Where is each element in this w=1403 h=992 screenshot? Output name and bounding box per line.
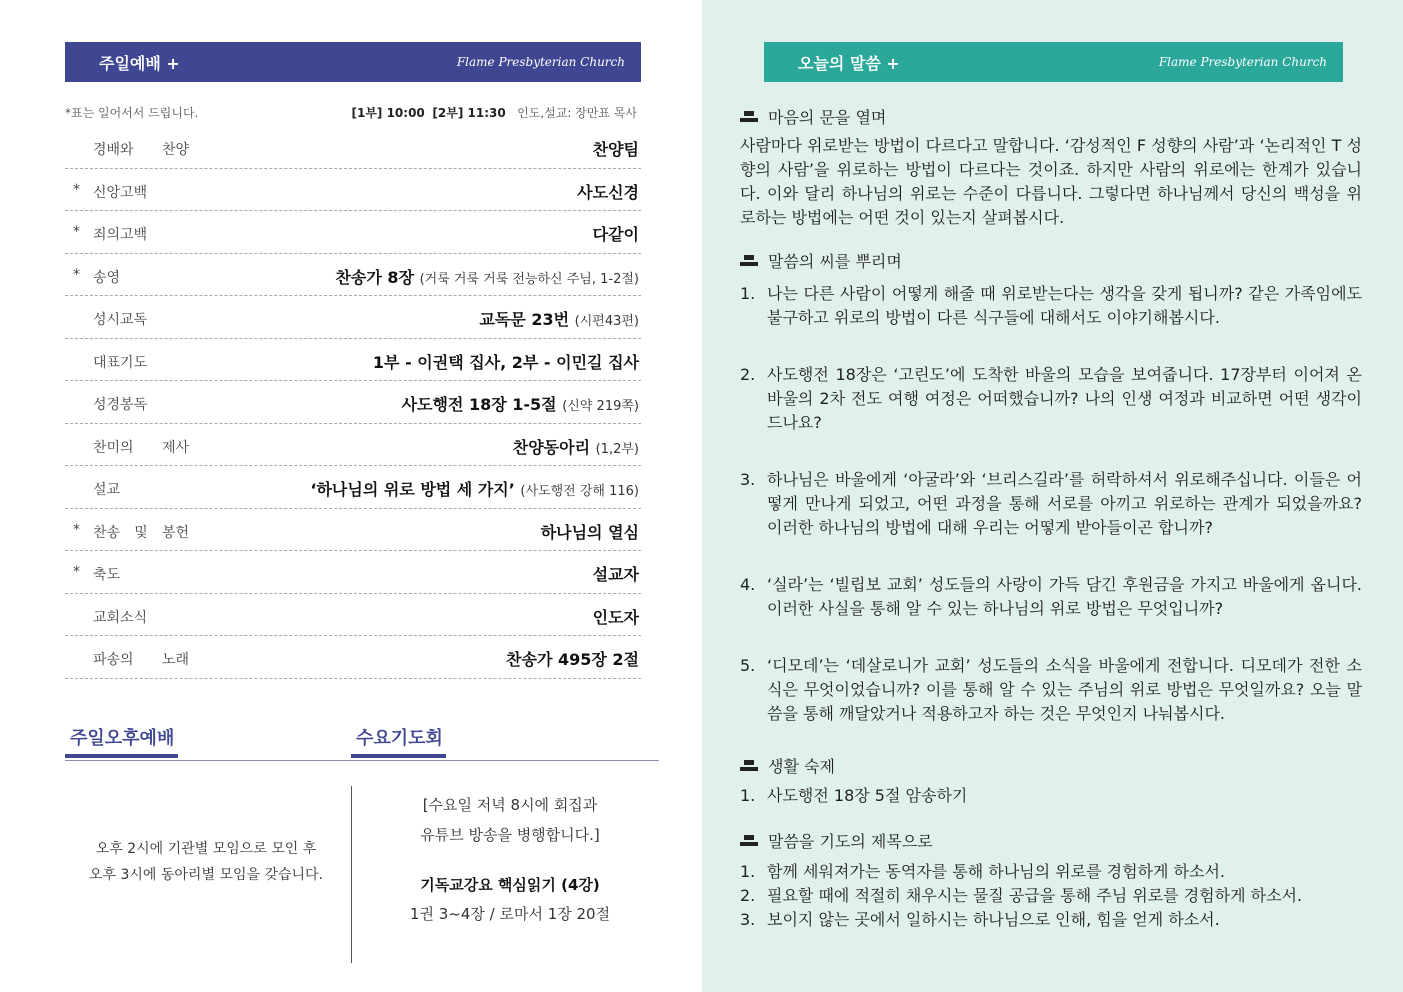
wednesday-line-1: [수요일 저녁 8시에 회집과 — [422, 796, 598, 814]
standing-mark: * — [73, 224, 80, 240]
order-item-name: 죄의고백 — [93, 227, 148, 243]
list-item — [740, 908, 1362, 932]
order-item-value — [541, 520, 639, 543]
standing-mark: * — [73, 564, 80, 580]
item-number: 1. — [740, 284, 756, 303]
list-item — [740, 860, 1362, 884]
order-item-name: 신앙고백 — [93, 184, 148, 201]
item-number: 4. — [740, 575, 756, 594]
order-item-name: 경배와 찬양 — [93, 142, 189, 158]
item-text: 필요할 때에 적절히 채우시는 물질 공급을 통해 주님 위로를 경험하게 하소서. — [767, 886, 1303, 905]
order-item-main: 인도자 — [592, 607, 639, 627]
afternoon-line-1: 오후 2시에 기관별 모임으로 모인 후 — [95, 841, 317, 857]
order-item-main: 찬양동아리 — [512, 437, 591, 457]
order-row — [65, 339, 641, 382]
order-row — [65, 466, 641, 509]
section-title: 말씀을 기도의 제목으로 — [768, 832, 933, 851]
standing-mark: * — [73, 521, 80, 538]
service-times — [351, 104, 637, 121]
sub-section-headers — [65, 720, 659, 761]
order-item-detail: (1,2부) — [595, 441, 639, 457]
wednesday-prayer-label: 수요기도회 — [356, 728, 443, 749]
order-item-main: ‘하나님의 위로 방법 세 가지’ — [310, 480, 515, 499]
item-number: 3. — [740, 470, 756, 489]
section-title: 마음의 문을 열며 — [768, 108, 887, 127]
item-number: 1. — [740, 786, 756, 805]
order-item-value — [577, 180, 639, 203]
worship-header-title: 주일예배 + — [99, 53, 180, 73]
order-item-name: 교회소식 — [93, 609, 148, 626]
item-text: 보이지 않는 곳에서 일하시는 하나님으로 인해, 힘을 얻게 하소서. — [767, 910, 1220, 929]
order-item-value — [593, 562, 639, 585]
list-item — [740, 282, 1362, 330]
intro-paragraph: 사람마다 위로받는 방법이 다르다고 말합니다. ‘감성적인 F 성향의 사람’과 ‘논리적인 T 성향의 사람’을 위로하는 방법이 다르다는 것이죠. 하지만 사람의 위로에는 한계가 있습니다. 이와 달리 하나님의 위로는 수준이 다릅니다. 그렇다면 하나님께서 당신의 백성을 위로하는 방법에는 어떤 것이 있는지 살펴봅시다. — [740, 136, 1362, 227]
order-item-main: 찬송가 495장 2절 — [506, 650, 639, 669]
item-text: 하나님은 바울에게 ‘아굴라’와 ‘브리스길라’를 허락하셔서 위로해주십니다. 이들은 어떻게 만나게 되었고, 어떤 과정을 통해 서로를 아끼고 위로하는 관계가 되었을까요? 이러한 하나님의 방법에 대해 우리는 어떻게 받아들이곤 합니까? — [767, 470, 1362, 537]
list-item — [740, 363, 1362, 435]
order-item-main: 사도신경 — [577, 182, 639, 202]
list-item — [740, 884, 1362, 908]
order-row — [65, 126, 641, 169]
order-item-name: 성시교독 — [93, 312, 148, 328]
order-item-name: 파송의 노래 — [93, 652, 189, 668]
wednesday-study-passage: 1권 3~4장 / 로마서 1장 20절 — [409, 905, 611, 923]
order-item-detail: (거룩 거룩 거룩 전능하신 주님, 1-2절) — [419, 271, 639, 287]
order-item-main: 찬송가 8장 — [335, 267, 414, 287]
standing-note: *표는 일어서서 드립니다. — [65, 106, 199, 120]
stack-icon — [740, 111, 758, 123]
item-number: 5. — [740, 656, 756, 675]
order-item-value — [310, 477, 639, 500]
order-row — [65, 169, 641, 212]
church-name: Flame Presbyterian Church — [456, 55, 625, 69]
item-text: 사도행전 18장 5절 암송하기 — [767, 786, 968, 805]
order-row — [65, 509, 641, 552]
order-row — [65, 424, 641, 467]
wednesday-prayer-heading — [356, 724, 443, 750]
order-item-value — [373, 350, 639, 373]
order-item-detail: (시편43편) — [574, 314, 639, 329]
section-title: 말씀의 씨를 뿌리며 — [768, 252, 902, 271]
order-item-detail: (신약 219쪽) — [562, 399, 639, 414]
list-item — [740, 573, 1362, 621]
section-heading-open-heart — [740, 105, 886, 128]
order-item-main: 다같이 — [592, 225, 639, 244]
stack-icon — [740, 835, 758, 847]
item-number: 2. — [740, 886, 756, 905]
afternoon-service-heading — [70, 724, 174, 750]
order-item-value — [593, 222, 639, 245]
order-item-main: 교독문 23번 — [479, 310, 570, 329]
sermon-header-title: 오늘의 말씀 + — [798, 53, 900, 73]
wednesday-line-2: 유튜브 방송을 병행합니다.] — [420, 826, 600, 844]
order-item-main: 설교자 — [592, 565, 639, 584]
service-leader: 인도,설교: 장만표 목사 — [517, 106, 637, 120]
item-text: 함께 세워져가는 동역자를 통해 하나님의 위로를 경험하게 하소서. — [767, 862, 1226, 881]
afternoon-service-label: 주일오후예배 — [70, 728, 175, 749]
order-item-name: 설교 — [93, 482, 121, 498]
item-text: 나는 다른 사람이 어떻게 해줄 때 위로받는다는 생각을 갖게 됩니까? 같은 가족임에도 불구하고 위로의 방법이 다른 식구들에 대해서도 이야기해봅시다. — [767, 284, 1362, 327]
order-item-name: 축도 — [93, 567, 121, 583]
order-item-value — [479, 307, 639, 330]
service-time-2: [2부] 11:30 — [432, 106, 506, 120]
list-item — [740, 468, 1362, 540]
section-heading-prayer — [740, 829, 933, 852]
column-divider — [351, 786, 352, 963]
church-name: Flame Presbyterian Church — [1158, 55, 1327, 69]
order-item-main: 1부 - 이권택 집사, 2부 - 이민길 집사 — [372, 352, 639, 372]
order-item-value — [593, 137, 639, 160]
order-row — [65, 254, 641, 297]
order-item-name: 찬미의 제사 — [93, 439, 189, 456]
order-item-value — [513, 435, 639, 458]
wednesday-prayer-info — [360, 790, 660, 924]
sermon-header — [764, 42, 1343, 82]
order-item-value — [593, 605, 639, 628]
order-item-main: 하나님의 열심 — [540, 522, 639, 542]
item-number: 3. — [740, 910, 756, 929]
list-item — [740, 784, 1362, 808]
item-text: ‘디모데’는 ‘데살로니가 교회’ 성도들의 소식을 바울에게 전합니다. 디모데가 전한 소식은 무엇이었습니까? 이를 통해 알 수 있는 주님의 위로 방법은 무엇일까요? 오늘 말씀을 통해 깨달았거나 적용하고자 하는 것은 무엇인지 나눠봅시다. — [767, 656, 1362, 723]
worship-order-list — [65, 126, 641, 679]
order-item-name: 대표기도 — [93, 354, 148, 371]
order-item-name: 찬송 및 봉헌 — [93, 524, 189, 541]
order-item-name: 성경봉독 — [93, 397, 148, 413]
item-number: 1. — [740, 862, 756, 881]
section-title: 생활 숙제 — [768, 757, 835, 776]
order-item-name: 송영 — [93, 269, 121, 286]
standing-mark: * — [73, 181, 80, 198]
service-time-1: [1부] 10:00 — [351, 106, 425, 120]
service-meta — [65, 104, 637, 124]
afternoon-service-info — [70, 836, 342, 888]
item-number: 2. — [740, 365, 756, 384]
order-item-detail: (사도행전 강해 116) — [520, 484, 639, 499]
order-item-value — [402, 392, 639, 415]
heading-underline — [65, 754, 178, 758]
order-row — [65, 594, 641, 637]
list-item — [740, 654, 1362, 726]
heading-underline — [351, 754, 446, 758]
standing-mark: * — [73, 266, 80, 283]
order-item-value — [335, 265, 639, 288]
stack-icon — [740, 255, 758, 267]
worship-header — [65, 42, 641, 82]
order-row — [65, 636, 641, 679]
homework-list — [740, 784, 1362, 808]
stack-icon — [740, 760, 758, 772]
wednesday-study-title: 기독교강요 핵심읽기 (4강) — [420, 876, 600, 894]
order-row — [65, 381, 641, 424]
order-item-main: 사도행전 18장 1-5절 — [401, 395, 557, 414]
discussion-questions — [740, 282, 1362, 726]
order-row — [65, 551, 641, 594]
afternoon-line-2: 오후 3시에 동아리별 모임을 갖습니다. — [88, 867, 324, 883]
order-row — [65, 211, 641, 254]
order-item-main: 찬양팀 — [592, 140, 639, 159]
section-heading-sow-word — [740, 249, 902, 272]
prayer-list — [740, 860, 1362, 932]
order-item-value — [506, 647, 639, 670]
order-row — [65, 296, 641, 339]
item-text: ‘실라’는 ‘빌립보 교회’ 성도들의 사랑이 가득 담긴 후원금을 가지고 바울에게 옵니다. 이러한 사실을 통해 알 수 있는 하나님의 위로 방법은 무엇입니까? — [767, 575, 1362, 618]
section-heading-homework — [740, 754, 835, 777]
item-text: 사도행전 18장은 ‘고린도’에 도착한 바울의 모습을 보여줍니다. 17장부터 이어져 온 바울의 2차 전도 여행 여정은 어떠했습니까? 나의 인생 여정과 비교하면 어떤 생각이 드나요? — [767, 365, 1362, 432]
